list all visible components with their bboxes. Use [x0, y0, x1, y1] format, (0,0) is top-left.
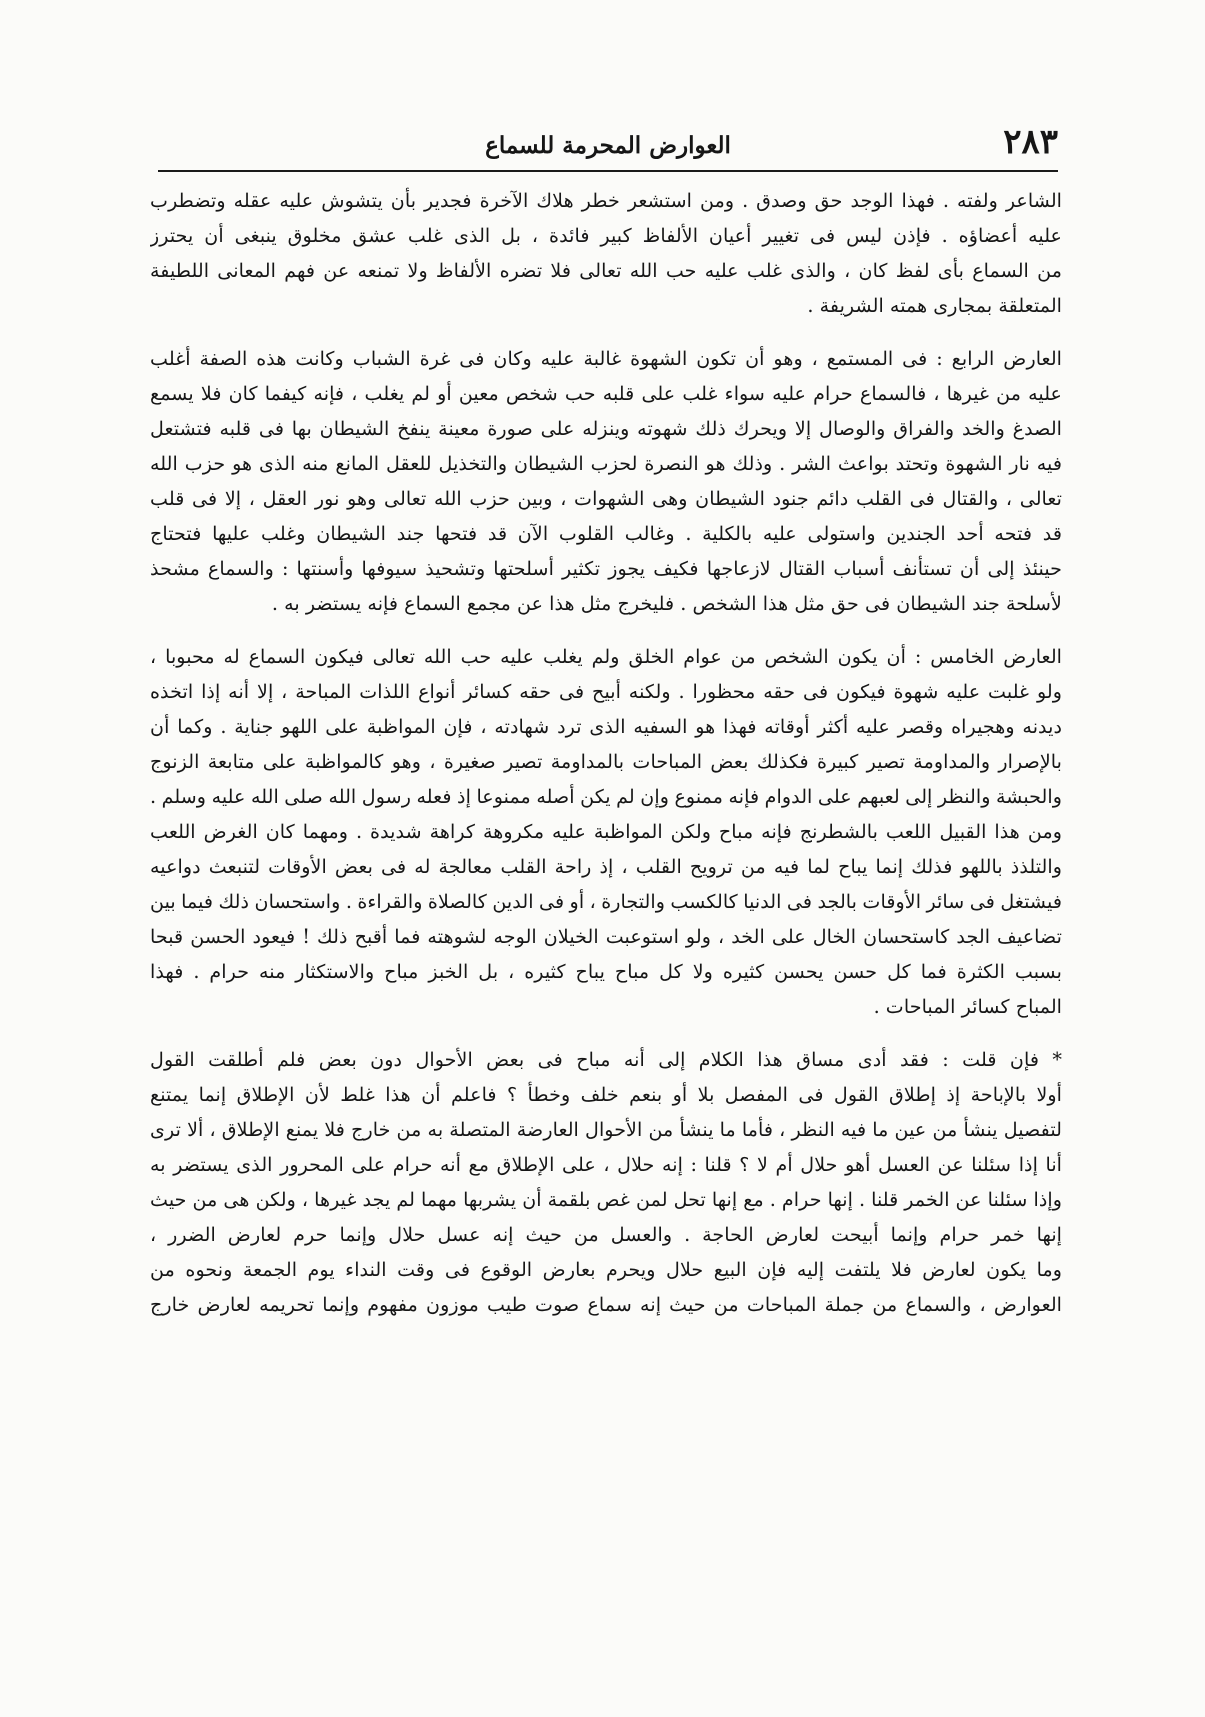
paragraph-2 — [150, 341, 1062, 621]
text-line: أنا إذا سئلنا عن العسل أهو حلال أم لا ؟ قلنا : إنه حلال ، على الإطلاق مع أنه حرام على المحرور الذى يستضر به — [150, 1153, 1062, 1176]
text-line: العوارض ، والسماع من جملة المباحات من حيث إنه سماع صوت طيب موزون مفهوم وإنما تحريمه لعارض خارج — [150, 1293, 1062, 1316]
paragraph-3 — [150, 639, 1062, 1024]
page-number: ٢٨٣ — [1003, 122, 1058, 162]
text-line: ديدنه وهجيراه وقصر عليه أكثر أوقاته فهذا هو السفيه الذى ترد شهادته ، فإن المواظبة على اللهو جناية . وكما أن — [150, 715, 1062, 738]
text-line: حينئذ إلى أن تستأنف أسباب القتال لازعاجها فكيف يجوز تكثير أسلحتها وتشحيذ سيوفها وأسنتها : والسماع مشحذ — [150, 557, 1062, 580]
text-line: فيه نار الشهوة وتحتد بواعث الشر . وذلك هو النصرة لحزب الشيطان والتخذيل للعقل المانع منه الذى هو حزب الله — [150, 452, 1062, 475]
text-line: * فإن قلت : فقد أدى مساق هذا الكلام إلى أنه مباح فى بعض الأحوال دون بعض فلم أطلقت القول — [150, 1048, 1062, 1071]
paragraph-1 — [150, 183, 1062, 323]
text-line: ومن هذا القبيل اللعب بالشطرنج فإنه مباح ولكن المواظبة عليه مكروهة كراهة شديدة . ومهما كان الغرض اللعب — [150, 820, 1062, 843]
text-line: لتفصيل ينشأ من عين ما فيه النظر ، فأما ما ينشأ من الأحوال العارضة المتصلة به من خارج فلا يمنع الإطلاق ، ألا ترى — [150, 1118, 1062, 1141]
text-line: العارض الرابع : فى المستمع ، وهو أن تكون الشهوة غالبة عليه وكان فى غرة الشباب وكانت هذه الصفة أغلب — [150, 347, 1062, 370]
text-line: فيشتغل فى سائر الأوقات بالجد فى الدنيا كالكسب والتجارة ، أو فى الدين كالصلاة والقراءة . واستحسان ذلك فيما بين — [150, 890, 1062, 913]
text-line: الشاعر ولفته . فهذا الوجد حق وصدق . ومن استشعر خطر هلاك الآخرة فجدير بأن يتشوش عليه عقله وتضطرب — [150, 189, 1062, 212]
paragraph-4 — [150, 1042, 1062, 1322]
text-line: والتلذذ باللهو فذلك إنما يباح لما فيه من ترويح القلب ، إذ راحة القلب معالجة له فى بعض الأوقات لتنبعث دواعيه — [150, 855, 1062, 878]
text-line: المباح كسائر المباحات . — [873, 995, 1062, 1018]
text-line: تضاعيف الجد كاستحسان الخال على الخد ، ولو استوعبت الخيلان الوجه لشوهته فما أقبح ذلك ! فيعود الحسن قبحا — [150, 925, 1062, 948]
text-line: عليه من غيرها ، فالسماع حرام عليه سواء غلب على قلبه حب شخص معين أو لم يغلب ، فإنه كيفما كان فلا يسمع — [150, 382, 1062, 405]
running-title: العوارض المحرمة للسماع — [485, 132, 731, 159]
text-line: بسبب الكثرة فما كل حسن يحسن كثيره ولا كل مباح يباح كثيره ، بل الخبز مباح والاستكثار منه حرام . فهذا — [150, 960, 1062, 983]
text-line: تعالى ، والقتال فى القلب دائم جنود الشيطان وهى الشهوات ، وبين حزب الله تعالى وهو نور العقل ، إلا فى قلب — [150, 487, 1062, 510]
text-line: أولا بالإباحة إذ إطلاق القول فى المفصل بلا أو بنعم خلف وخطأ ؟ فاعلم أن هذا غلط لأن الإطلاق إنما يمتنع — [150, 1083, 1062, 1106]
text-line: قد فتحه أحد الجندين واستولى عليه بالكلية . وغالب القلوب الآن قد فتحها جند الشيطان وغلب عليها فتحتاج — [150, 522, 1062, 545]
text-line: عليه أعضاؤه . فإذن ليس فى تغيير أعيان الألفاظ كبير فائدة ، بل الذى غلب عشق مخلوق ينبغى أن يحترز — [150, 224, 1062, 247]
text-line: والحبشة والنظر إلى لعبهم على الدوام فإنه ممنوع وإن لم يكن أصله ممنوعا إذ فعله رسول الله صلى الله عليه وسلم . — [150, 785, 1062, 808]
page-body — [150, 183, 1062, 1322]
text-line: إنها خمر حرام وإنما أبيحت لعارض الحاجة . والعسل من حيث إنه عسل حلال وإنما حرم لعارض الضرر ، — [150, 1223, 1062, 1246]
header-rule — [158, 170, 1058, 172]
text-line: المتعلقة بمجارى همته الشريفة . — [807, 294, 1062, 317]
text-line: العارض الخامس : أن يكون الشخص من عوام الخلق ولم يغلب عليه حب الله تعالى فيكون السماع له محبوبا ، — [150, 645, 1062, 668]
page-header — [158, 124, 1058, 168]
text-line: بالإصرار والمداومة تصير كبيرة فكذلك بعض المباحات بالمداومة تصير صغيرة ، وهو كالمواظبة على متابعة الزنوج — [150, 750, 1062, 773]
text-line: الصدغ والخد والفراق والوصال إلا ويحرك ذلك شهوته وينزله على صورة معينة ينفخ الشيطان بها فى قلبه فتشتعل — [150, 417, 1062, 440]
text-line: من السماع بأى لفظ كان ، والذى غلب عليه حب الله تعالى فلا تضره الألفاظ ولا تمنعه عن فهم المعانى اللطيفة — [150, 259, 1062, 282]
text-line: وما يكون لعارض فلا يلتفت إليه فإن البيع حلال ويحرم بعارض الوقوع فى وقت النداء يوم الجمعة ونحوه من — [150, 1258, 1062, 1281]
text-line: ولو غلبت عليه شهوة فيكون فى حقه محظورا . ولكنه أبيح فى حقه كسائر أنواع اللذات المباحة ، إلا أنه إذا اتخذه — [150, 680, 1062, 703]
text-line: لأسلحة جند الشيطان فى حق مثل هذا الشخص . فليخرج مثل هذا عن مجمع السماع فإنه يستضر به . — [271, 592, 1062, 615]
text-line: وإذا سئلنا عن الخمر قلنا . إنها حرام . مع إنها تحل لمن غص بلقمة أن يشربها مهما لم يجد غيرها ، ولكن هى من حيث — [150, 1188, 1062, 1211]
